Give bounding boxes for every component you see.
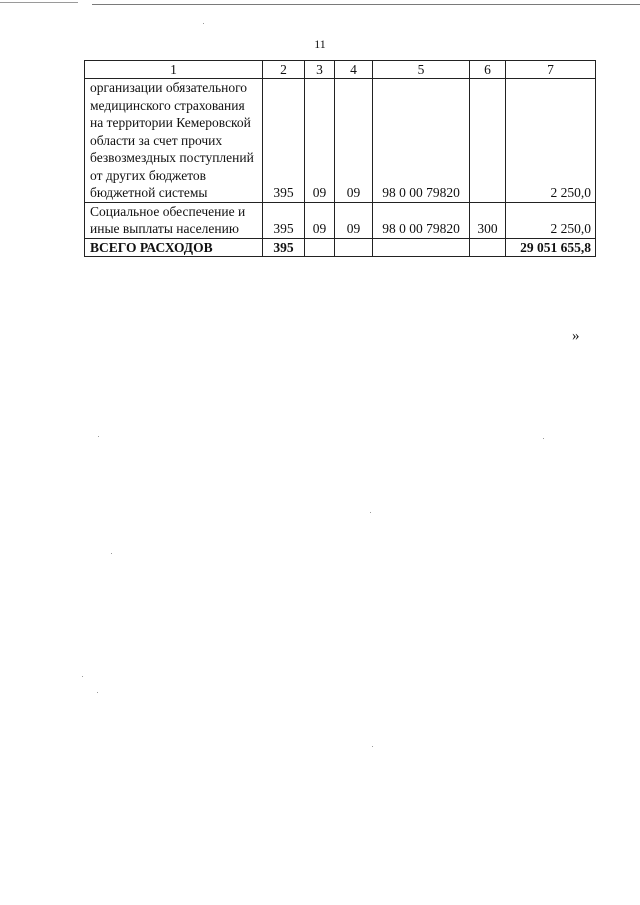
expense-type-cell: 300	[470, 202, 506, 238]
target-item-cell: 98 0 00 79820	[373, 79, 470, 203]
empty-cell	[305, 238, 335, 256]
page-number: 11	[314, 37, 326, 51]
empty-cell	[470, 238, 506, 256]
scan-speck	[97, 692, 98, 693]
total-label: ВСЕГО РАСХОДОВ	[85, 238, 263, 256]
row-name-cell: организации обязательного медицинского страхования на территории Кемеровской области за счет прочих безвозмездных поступлений от других бюджетов бюджетной системы	[85, 79, 263, 203]
subsection-code-cell: 09	[335, 79, 373, 203]
table-row	[85, 202, 596, 238]
subsection-code-cell: 09	[335, 202, 373, 238]
closing-quote: »	[572, 328, 580, 344]
table-row	[85, 79, 596, 203]
scan-speck	[82, 676, 83, 677]
department-code-cell: 395	[263, 202, 305, 238]
empty-cell	[373, 238, 470, 256]
column-header: 1	[85, 61, 263, 79]
column-header: 6	[470, 61, 506, 79]
department-code-cell: 395	[263, 79, 305, 203]
amount-cell: 2 250,0	[506, 202, 596, 238]
total-amount: 29 051 655,8	[506, 238, 596, 256]
scan-speck	[98, 436, 99, 437]
scan-edge-line-left	[0, 2, 78, 3]
target-item-cell: 98 0 00 79820	[373, 202, 470, 238]
scan-speck	[203, 23, 204, 24]
empty-cell	[335, 238, 373, 256]
column-header: 2	[263, 61, 305, 79]
row-name-cell: Социальное обеспечение и иные выплаты населению	[85, 202, 263, 238]
scan-speck	[372, 746, 373, 747]
total-row	[85, 238, 596, 256]
section-code-cell: 09	[305, 202, 335, 238]
scan-speck	[370, 512, 371, 513]
total-department-code: 395	[263, 238, 305, 256]
scan-speck	[543, 438, 544, 439]
column-header: 3	[305, 61, 335, 79]
column-header: 7	[506, 61, 596, 79]
column-header: 4	[335, 61, 373, 79]
expenditure-table	[84, 60, 596, 257]
expense-type-cell	[470, 79, 506, 203]
amount-cell: 2 250,0	[506, 79, 596, 203]
column-header: 5	[373, 61, 470, 79]
table-header-row	[85, 61, 596, 79]
section-code-cell: 09	[305, 79, 335, 203]
scan-edge-line-right	[92, 4, 640, 5]
scan-speck	[111, 553, 112, 554]
